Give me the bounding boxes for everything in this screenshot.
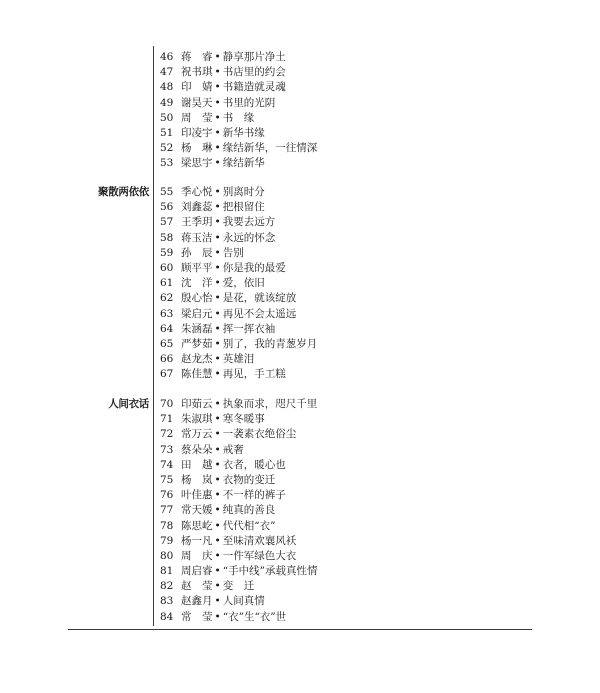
entry-page-number: 55	[160, 186, 174, 198]
entry-page-number: 46	[160, 51, 174, 63]
entry-author: 印 婧	[181, 81, 213, 94]
entry-separator: •	[214, 473, 221, 486]
toc-entry[interactable]	[160, 579, 317, 594]
entry-title: 告别	[222, 246, 244, 259]
vertical-divider-line	[153, 46, 154, 626]
entry-title: 英雄泪	[222, 353, 255, 366]
entry-page-number: 67	[160, 368, 174, 381]
entry-separator: •	[214, 504, 221, 517]
entry-title: “衣”生“衣”世	[222, 610, 287, 623]
entry-separator: •	[214, 216, 221, 229]
entry-title: 衣物的变迁	[222, 473, 276, 486]
entry-author: 陈佳慧	[181, 368, 213, 381]
section-heading: 人间衣话	[108, 398, 149, 410]
entry-title: 寒冬暖事	[222, 413, 265, 426]
entry-author: 祝书琪	[181, 66, 213, 79]
entry-title: 一件军绿色大衣	[222, 549, 297, 562]
entry-page-number: 51	[160, 126, 174, 139]
entry-separator: •	[214, 81, 221, 94]
entry-page-number: 64	[160, 322, 174, 335]
entry-author: 周启睿	[181, 565, 213, 578]
entry-separator: •	[214, 580, 221, 593]
entry-title: 书籍造就灵魂	[222, 81, 286, 94]
entry-author: 梁启元	[181, 307, 213, 320]
toc-entry[interactable]	[160, 458, 317, 473]
entry-author: 蔡朵朵	[181, 443, 213, 456]
toc-entry[interactable]	[160, 322, 317, 337]
entry-title: 至味清欢襄风袄	[222, 534, 297, 547]
entry-page-number: 52	[160, 142, 174, 155]
entry-separator: •	[214, 595, 221, 608]
entry-author: 常天媛	[181, 504, 213, 517]
entry-page-number: 84	[160, 610, 174, 623]
toc-entry[interactable]	[160, 549, 317, 564]
entry-author: 朱涵磊	[181, 322, 213, 335]
entry-title: 再见不会太遥远	[222, 307, 297, 320]
entry-separator: •	[214, 201, 221, 214]
toc-entry[interactable]	[160, 534, 317, 549]
entry-author: 常万云	[181, 428, 213, 441]
entry-separator: •	[214, 66, 221, 79]
entry-author: 赵龙杰	[181, 353, 213, 366]
entry-separator: •	[214, 489, 221, 502]
entry-title: 缘结新华	[222, 157, 265, 170]
entry-separator: •	[214, 322, 221, 335]
entry-title: 别了，我的青葱岁月	[222, 337, 318, 350]
entry-author: 沈 洋	[181, 277, 213, 290]
entry-separator: •	[214, 610, 221, 623]
entry-author: 陈思屹	[181, 519, 213, 532]
toc-list	[160, 50, 317, 172]
toc-entry[interactable]	[160, 488, 317, 503]
section-heading: 聚散两依依	[98, 186, 149, 198]
entry-author: 周 庆	[181, 549, 213, 562]
entry-separator: •	[214, 186, 221, 198]
entry-author: 蒋 睿	[181, 51, 213, 63]
entry-author: 谢昊天	[181, 96, 213, 109]
entry-title: 执象而求，咫尺千里	[222, 398, 318, 410]
toc-entry[interactable]	[160, 185, 317, 200]
toc-entry[interactable]	[160, 473, 317, 488]
entry-separator: •	[214, 337, 221, 350]
toc-entry[interactable]	[160, 65, 317, 80]
entry-separator: •	[214, 51, 221, 63]
entry-separator: •	[214, 231, 221, 244]
entry-title: 挥一挥衣袖	[222, 322, 276, 335]
toc-entry[interactable]	[160, 503, 317, 518]
entry-title: 永远的怀念	[222, 231, 276, 244]
entry-author: 叶佳惠	[181, 489, 213, 502]
toc-entry[interactable]	[160, 307, 317, 322]
entry-page-number: 82	[160, 580, 174, 593]
toc-list	[160, 185, 317, 382]
entry-page-number: 50	[160, 111, 174, 124]
toc-entry[interactable]	[160, 215, 317, 230]
entry-separator: •	[214, 157, 221, 170]
toc-list	[160, 397, 317, 625]
entry-author: 杨一凡	[181, 534, 213, 547]
entry-title: 新华书缘	[222, 126, 265, 139]
entry-page-number: 57	[160, 216, 174, 229]
toc-entry[interactable]	[160, 231, 317, 246]
toc-entry[interactable]	[160, 412, 317, 427]
toc-entry[interactable]	[160, 427, 317, 442]
entry-title: 是花，就该绽放	[222, 292, 297, 305]
entry-page-number: 74	[160, 458, 174, 471]
toc-entry[interactable]	[160, 443, 317, 458]
entry-title: 变 迁	[222, 580, 255, 593]
entry-author: 顾平平	[181, 261, 213, 274]
toc-entry[interactable]	[160, 50, 317, 65]
toc-entry[interactable]	[160, 367, 317, 382]
entry-author: 杨 琳	[181, 142, 213, 155]
entry-separator: •	[214, 96, 221, 109]
entry-page-number: 48	[160, 81, 174, 94]
entry-page-number: 78	[160, 519, 174, 532]
toc-entry[interactable]	[160, 200, 317, 215]
entry-separator: •	[214, 534, 221, 547]
entry-title: 再见，手工糕	[222, 368, 286, 381]
entry-separator: •	[214, 458, 221, 471]
entry-separator: •	[214, 307, 221, 320]
toc-entry[interactable]	[160, 96, 317, 111]
entry-author: 印凌宇	[181, 126, 213, 139]
entry-page-number: 59	[160, 246, 174, 259]
toc-entry[interactable]	[160, 564, 317, 579]
entry-author: 孙 辰	[181, 246, 213, 259]
entry-title: 书里的光阴	[222, 96, 276, 109]
entry-page-number: 75	[160, 473, 174, 486]
entry-separator: •	[214, 126, 221, 139]
entry-author: 赵 莹	[181, 580, 213, 593]
entry-separator: •	[214, 111, 221, 124]
toc-entry[interactable]	[160, 519, 317, 534]
entry-page-number: 47	[160, 66, 174, 79]
entry-page-number: 73	[160, 443, 174, 456]
entry-author: 杨 岚	[181, 473, 213, 486]
entry-title: 人间真情	[222, 595, 265, 608]
entry-separator: •	[214, 565, 221, 578]
entry-title: “手中线”承载真性情	[222, 565, 318, 578]
entry-author: 田 越	[181, 458, 213, 471]
entry-author: 蒋玉洁	[181, 231, 213, 244]
entry-separator: •	[214, 428, 221, 441]
entry-title: 静享那片净土	[222, 51, 286, 63]
entry-title: 纯真的善良	[222, 504, 276, 517]
entry-page-number: 62	[160, 292, 174, 305]
entry-title: 别离时分	[222, 186, 265, 198]
entry-separator: •	[214, 368, 221, 381]
entry-page-number: 72	[160, 428, 174, 441]
toc-entry[interactable]	[160, 276, 317, 291]
entry-title: 一袭素衣绝俗尘	[222, 428, 297, 441]
entry-page-number: 65	[160, 337, 174, 350]
entry-title: 戒奢	[222, 443, 244, 456]
entry-title: 你是我的最爱	[222, 261, 286, 274]
entry-page-number: 49	[160, 96, 174, 109]
entry-separator: •	[214, 549, 221, 562]
entry-separator: •	[214, 261, 221, 274]
entry-author: 季心悦	[181, 186, 213, 198]
entry-page-number: 76	[160, 489, 174, 502]
toc-entry[interactable]	[160, 156, 317, 171]
entry-separator: •	[214, 443, 221, 456]
bottom-rule	[68, 629, 532, 630]
entry-separator: •	[214, 413, 221, 426]
entry-title: 爱，依旧	[222, 277, 265, 290]
toc-entry[interactable]	[160, 126, 317, 141]
entry-author: 刘鑫蕊	[181, 201, 213, 214]
entry-page-number: 70	[160, 398, 174, 410]
entry-separator: •	[214, 353, 221, 366]
entry-page-number: 60	[160, 261, 174, 274]
entry-page-number: 53	[160, 157, 174, 170]
entry-separator: •	[214, 277, 221, 290]
entry-author: 梁思宇	[181, 157, 213, 170]
entry-separator: •	[214, 519, 221, 532]
entry-title: 代代相“衣”	[222, 519, 276, 532]
entry-page-number: 66	[160, 353, 174, 366]
toc-entry[interactable]	[160, 397, 317, 412]
entry-page-number: 58	[160, 231, 174, 244]
entry-author: 印茹云	[181, 398, 213, 410]
entry-page-number: 63	[160, 307, 174, 320]
toc-entry[interactable]	[160, 261, 317, 276]
entry-author: 严梦茹	[181, 337, 213, 350]
toc-entry[interactable]	[160, 352, 317, 367]
toc-entry[interactable]	[160, 141, 317, 156]
toc-entry[interactable]	[160, 80, 317, 95]
entry-title: 不一样的裤子	[222, 489, 286, 502]
toc-entry[interactable]	[160, 337, 317, 352]
entry-title: 衣者，暖心也	[222, 458, 286, 471]
entry-page-number: 77	[160, 504, 174, 517]
entry-title: 把根留住	[222, 201, 265, 214]
entry-separator: •	[214, 142, 221, 155]
entry-author: 朱淑琪	[181, 413, 213, 426]
entry-page-number: 71	[160, 413, 174, 426]
entry-title: 我要去远方	[222, 216, 276, 229]
entry-separator: •	[214, 398, 221, 410]
entry-page-number: 81	[160, 565, 174, 578]
entry-page-number: 79	[160, 534, 174, 547]
toc-entry[interactable]	[160, 111, 317, 126]
entry-title: 书店里的约会	[222, 66, 286, 79]
entry-page-number: 56	[160, 201, 174, 214]
entry-separator: •	[214, 246, 221, 259]
toc-entry[interactable]	[160, 246, 317, 261]
entry-author: 周 莹	[181, 111, 213, 124]
entry-page-number: 61	[160, 277, 174, 290]
entry-title: 书 缘	[222, 111, 255, 124]
entry-page-number: 83	[160, 595, 174, 608]
entry-author: 赵鑫月	[181, 595, 213, 608]
toc-entry[interactable]	[160, 594, 317, 609]
entry-author: 王季玥	[181, 216, 213, 229]
entry-author: 常 莹	[181, 610, 213, 623]
entry-author: 殷心怡	[181, 292, 213, 305]
entry-page-number: 80	[160, 549, 174, 562]
toc-entry[interactable]	[160, 291, 317, 306]
entry-separator: •	[214, 292, 221, 305]
toc-entry[interactable]	[160, 610, 317, 625]
entry-title: 缘结新华，一往情深	[222, 142, 318, 155]
